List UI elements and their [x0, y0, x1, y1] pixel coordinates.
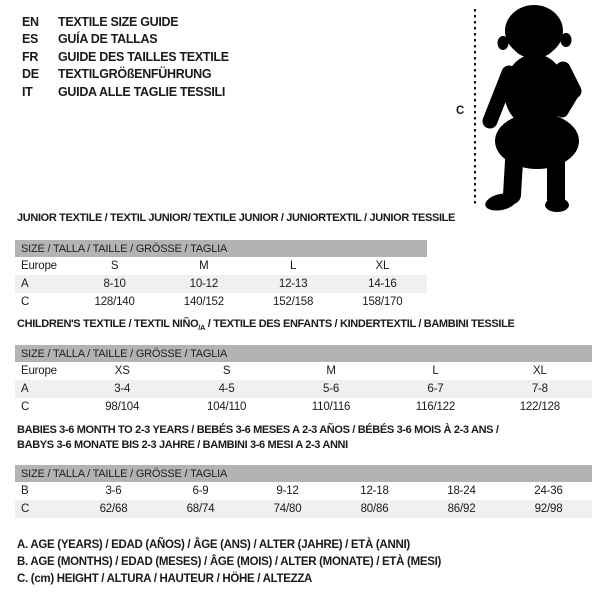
height-cell: 140/152	[183, 296, 224, 308]
height-cell: 116/122	[415, 401, 456, 413]
height-marker-label: C	[456, 105, 465, 117]
age-cell: 12-13	[278, 278, 308, 290]
table-row-age	[15, 275, 427, 293]
age-cell: 6-7	[427, 383, 444, 395]
age-cell: 10-12	[189, 278, 219, 290]
lang-title: GUIDE DES TAILLES TEXTILE	[58, 49, 229, 64]
size-cell: L	[432, 365, 439, 377]
age-cell: 12-18	[360, 485, 389, 497]
height-cell: 98/104	[105, 401, 140, 413]
legend-notes	[17, 536, 441, 588]
age-cell: 14-16	[368, 278, 397, 290]
size-cell: XL	[375, 260, 390, 272]
height-cell: 80/86	[360, 503, 389, 515]
height-cell: 152/158	[273, 296, 314, 308]
height-cell: 122/128	[519, 401, 560, 413]
height-cell: 104/110	[206, 401, 247, 413]
size-header-bar: SIZE / TALLA / TAILLE / GRÖSSE / TAGLIA	[15, 240, 427, 257]
lang-row-es	[22, 31, 229, 49]
row-label: C	[21, 503, 30, 515]
row-label: C	[21, 296, 30, 308]
table-title-suffix: / TEXTILE DES ENFANTS / KINDERTEXTIL / BAMBINI TESSILE	[205, 318, 515, 330]
age-cell: 24-36	[534, 485, 563, 497]
height-cell: 62/68	[99, 503, 128, 515]
age-cell: 3-6	[105, 485, 122, 497]
age-cell: 6-9	[192, 485, 209, 497]
row-label: A	[21, 278, 29, 290]
note-height-cm: C. (cm) HEIGHT / ALTURA / HAUTEUR / HÖHE / ALTEZZA	[17, 572, 313, 585]
height-cell: 158/170	[362, 296, 403, 308]
row-label: B	[21, 485, 29, 497]
row-label: C	[21, 401, 30, 413]
babies-textile-table	[15, 424, 592, 518]
table-row-height	[15, 293, 427, 311]
lang-row-en	[22, 13, 229, 31]
height-cell: 110/116	[311, 401, 351, 413]
table-row-europe	[15, 257, 427, 275]
age-cell: 8-10	[103, 278, 126, 290]
height-cell: 92/98	[534, 503, 563, 515]
lang-code: EN	[22, 14, 39, 29]
lang-title: TEXTILGRÖßENFÜHRUNG	[58, 67, 212, 82]
size-cell: S	[110, 260, 119, 272]
table-row-height	[15, 398, 592, 416]
lang-code: DE	[22, 67, 39, 82]
row-label: Europe	[21, 365, 57, 377]
age-cell: 5-6	[323, 383, 340, 395]
language-guide	[22, 13, 229, 101]
lang-title: GUIDA ALLE TAGLIE TESSILI	[58, 84, 226, 99]
lang-row-it	[22, 83, 229, 101]
height-cell: 74/80	[273, 503, 302, 515]
table-row-europe	[15, 362, 592, 380]
size-header-bar: SIZE / TALLA / TAILLE / GRÖSSE / TAGLIA	[15, 465, 592, 482]
age-cell: 9-12	[276, 485, 299, 497]
age-cell: 4-5	[218, 383, 235, 395]
table-title-line2: BABYS 3-6 MONATE BIS 2-3 JAHRE / BAMBINI 3-6 MESI A 2-3 ANNI	[17, 439, 348, 451]
baby-silhouette-icon	[477, 3, 597, 213]
lang-code: FR	[22, 49, 39, 64]
lang-title: GUÍA DE TALLAS	[58, 32, 158, 47]
junior-textile-table	[15, 212, 456, 311]
note-age-years: A. AGE (YEARS) / EDAD (AÑOS) / ÂGE (ANS) / ALTER (JAHRE) / ETÀ (ANNI)	[17, 538, 410, 551]
height-cell: 86/92	[447, 503, 476, 515]
lang-code: IT	[22, 84, 33, 99]
table-title-line1: BABIES 3-6 MONTH TO 2-3 YEARS / BEBÉS 3-6 MESES A 2-3 AÑOS / BÉBÉS 3-6 MOIS À 2-3 ANS /	[17, 424, 499, 436]
table-row-height	[15, 500, 592, 518]
table-title-subscript: /A	[198, 323, 206, 333]
row-label: A	[21, 383, 29, 395]
size-header-bar: SIZE / TALLA / TAILLE / GRÖSSE / TAGLIA	[15, 345, 592, 362]
age-cell: 18-24	[447, 485, 476, 497]
size-cell: M	[326, 365, 336, 377]
lang-row-fr	[22, 48, 229, 66]
note-age-months: B. AGE (MONTHS) / EDAD (MESES) / ÂGE (MOIS) / ALTER (MONATE) / ETÀ (MESI)	[17, 555, 442, 568]
lang-title: TEXTILE SIZE GUIDE	[58, 14, 179, 29]
table-title: JUNIOR TEXTILE / TEXTIL JUNIOR/ TEXTILE JUNIOR / JUNIORTEXTIL / JUNIOR TESSILE	[17, 212, 456, 224]
height-cell: 128/140	[94, 296, 135, 308]
lang-code: ES	[22, 32, 39, 47]
table-title-prefix: CHILDREN'S TEXTILE / TEXTIL NIÑO	[17, 318, 199, 330]
childrens-textile-table	[15, 318, 592, 416]
table-title	[17, 318, 514, 332]
row-label: Europe	[21, 260, 57, 272]
size-cell: L	[290, 260, 297, 272]
age-cell: 7-8	[531, 383, 548, 395]
size-cell: S	[222, 365, 231, 377]
table-row-age-months	[15, 482, 592, 500]
height-dotted-line	[474, 9, 476, 207]
age-cell: 3-4	[114, 383, 131, 395]
lang-row-de	[22, 66, 229, 84]
size-cell: XS	[114, 365, 130, 377]
size-cell: M	[199, 260, 209, 272]
height-cell: 68/74	[186, 503, 215, 515]
size-cell: XL	[532, 365, 547, 377]
table-row-age	[15, 380, 592, 398]
